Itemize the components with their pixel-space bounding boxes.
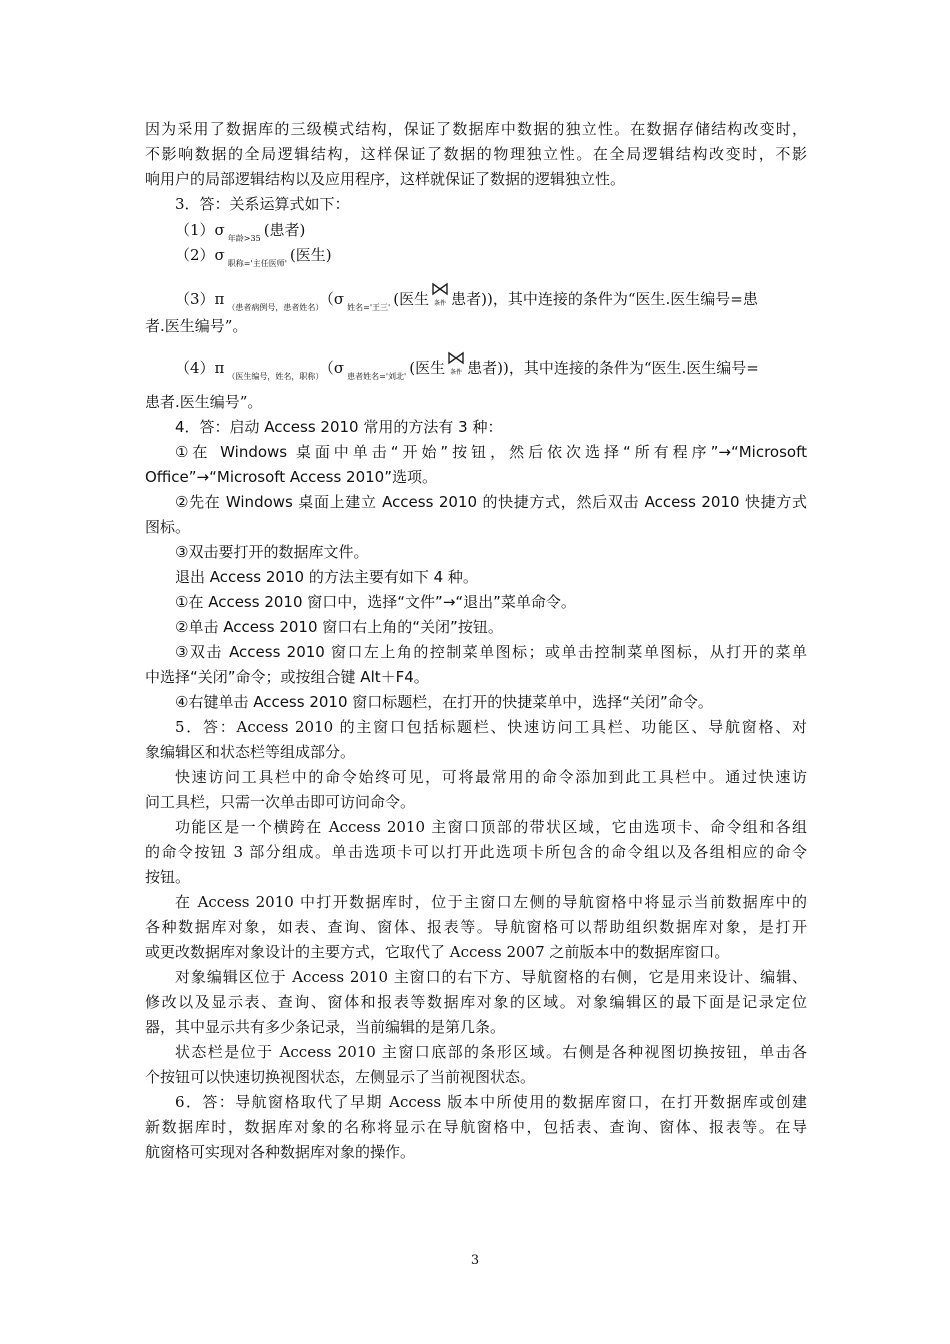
paragraph-line: ①在 Windows 桌面中单击“开始”按钮，然后依次选择“所有程序”→“Microsoft [175,443,807,461]
answer-heading: 6．答：导航窗格取代了早期 Access 版本中所使用的数据库窗口，在打开数据库或创建 [175,1093,807,1111]
paragraph-line: ①在 Access 2010 窗口中，选择“文件”→“退出”菜单命令。 [175,593,576,611]
paragraph-line: 对象编辑区位于 Access 2010 主窗口的右下方、导航窗格的右侧，它是用来设计、编辑、 [175,968,807,986]
formula-text: （σ [326,290,345,308]
paragraph-line: 按钮。 [145,868,191,886]
paragraph-line: 因为采用了数据库的三级模式结构，保证了数据库中数据的独立性。在数据存储结构改变时， [145,120,807,138]
paragraph-line: 或更改数据库对象设计的主要方式，它取代了 Access 2007 之前版本中的数据库窗口。 [145,943,730,961]
paragraph-line: 者.医生编号”。 [145,317,248,335]
formula-subscript-2: 患者姓名='刘北' [347,372,407,381]
paragraph-line: 不影响数据的全局逻辑结构，这样保证了数据的物理独立性。在全局逻辑结构改变时，不影 [145,145,807,163]
natural-join-icon [446,350,466,376]
formula-text: (医生) [289,246,332,264]
paragraph-line: 航窗格可实现对各种数据库对象的操作。 [145,1143,416,1161]
answer-heading: 5．答：Access 2010 的主窗口包括标题栏、快速访问工具栏、功能区、导航窗格、对 [175,718,807,736]
paragraph-line: 个按钮可以快速切换视图状态，左侧显示了当前视图状态。 [145,1068,536,1086]
formula-prefix: （3）π [175,290,225,308]
paragraph-line: 各种数据库对象，如表、查询、窗体、报表等。导航窗格可以帮助组织数据库对象，是打开 [145,918,807,936]
paragraph-line: 退出 Access 2010 的方法主要有如下 4 种。 [175,568,478,586]
paragraph-line: Office”→“Microsoft Access 2010”选项。 [145,468,437,486]
formula-text: (医生 [393,290,430,308]
formula-text: 患者))，其中连接的条件为“医生.医生编号= [467,359,759,377]
answer-heading: 3．答：关系运算式如下： [175,195,350,213]
formula-subscript: （医生编号，姓名，职称） [227,372,324,381]
formula-1 [175,219,807,244]
page-number: 3 [470,1253,480,1268]
paragraph-line: 在 Access 2010 中打开数据库时，位于主窗口左侧的导航窗格中将显示当前数据库中的 [175,893,807,911]
formula-prefix: （1）σ [175,221,225,239]
formula-text: （σ [326,359,345,377]
answer-heading: 4．答：启动 Access 2010 常用的方法有 3 种： [175,418,503,436]
formula-text: (医生 [409,359,446,377]
formula-text: 患者))，其中连接的条件为“医生.医生编号=患 [451,290,758,308]
paragraph-line: ②先在 Windows 桌面上建立 Access 2010 的快捷方式，然后双击 Access 2010 快捷方式 [175,493,807,511]
paragraph-line: 新数据库时，数据库对象的名称将显示在导航窗格中，包括表、查询、窗体、报表等。在导 [145,1118,807,1136]
paragraph-line: 状态栏是位于 Access 2010 主窗口底部的条形区域。右侧是各种视图切换按钮，单击各 [175,1043,807,1061]
paragraph-line: ③双击要打开的数据库文件。 [175,543,369,561]
paragraph-line: 的命令按钮 3 部分组成。单击选项卡可以打开此选项卡所包含的命令组以及各组相应的命令 [145,843,807,861]
formula-2 [175,244,807,269]
formula-subscript: 年龄>35 [227,234,261,243]
formula-4 [175,356,807,382]
paragraph-line: 修改以及显示表、查询、窗体和报表等数据库对象的区域。对象编辑区的最下面是记录定位 [145,993,807,1011]
formula-3 [175,287,807,313]
paragraph-line: 快速访问工具栏中的命令始终可见，可将最常用的命令添加到此工具栏中。通过快速访 [175,768,807,786]
join-condition-label: 条件 [434,300,447,307]
paragraph-line: 问工具栏，只需一次单击即可访问命令。 [145,793,416,811]
paragraph-line: 功能区是一个横跨在 Access 2010 主窗口顶部的带状区域，它由选项卡、命令组和各组 [175,818,807,836]
paragraph-line: ③双击 Access 2010 窗口左上角的控制菜单图标；或单击控制菜单图标，从打开的菜单 [175,643,807,661]
formula-subscript: （患者病例号，患者姓名） [227,303,324,312]
paragraph-line: ④右键单击 Access 2010 窗口标题栏，在打开的快捷菜单中，选择“关闭”命令。 [175,693,713,711]
paragraph-line: 中选择“关闭”命令；或按组合键 Alt＋F4。 [145,668,429,686]
formula-subscript: 职称='主任医师' [227,259,287,268]
paragraph-line: 患者.医生编号”。 [145,393,263,411]
formula-prefix: （2）σ [175,246,225,264]
paragraph-line: 象编辑区和状态栏等组成部分。 [145,743,356,761]
paragraph-line: 响用户的局部逻辑结构以及应用程序，这样就保证了数据的逻辑独立性。 [145,170,626,188]
formula-prefix: （4）π [175,359,225,377]
paragraph-line: 器，其中显示共有多少条记录，当前编辑的是第几条。 [145,1018,506,1036]
formula-text: (患者) [263,221,306,239]
join-condition-label: 条件 [450,369,463,376]
natural-join-icon [430,281,450,307]
paragraph-line: 图标。 [145,518,191,536]
paragraph-line: ②单击 Access 2010 窗口右上角的“关闭”按钮。 [175,618,503,636]
formula-subscript-2: 姓名='王三' [347,303,391,312]
